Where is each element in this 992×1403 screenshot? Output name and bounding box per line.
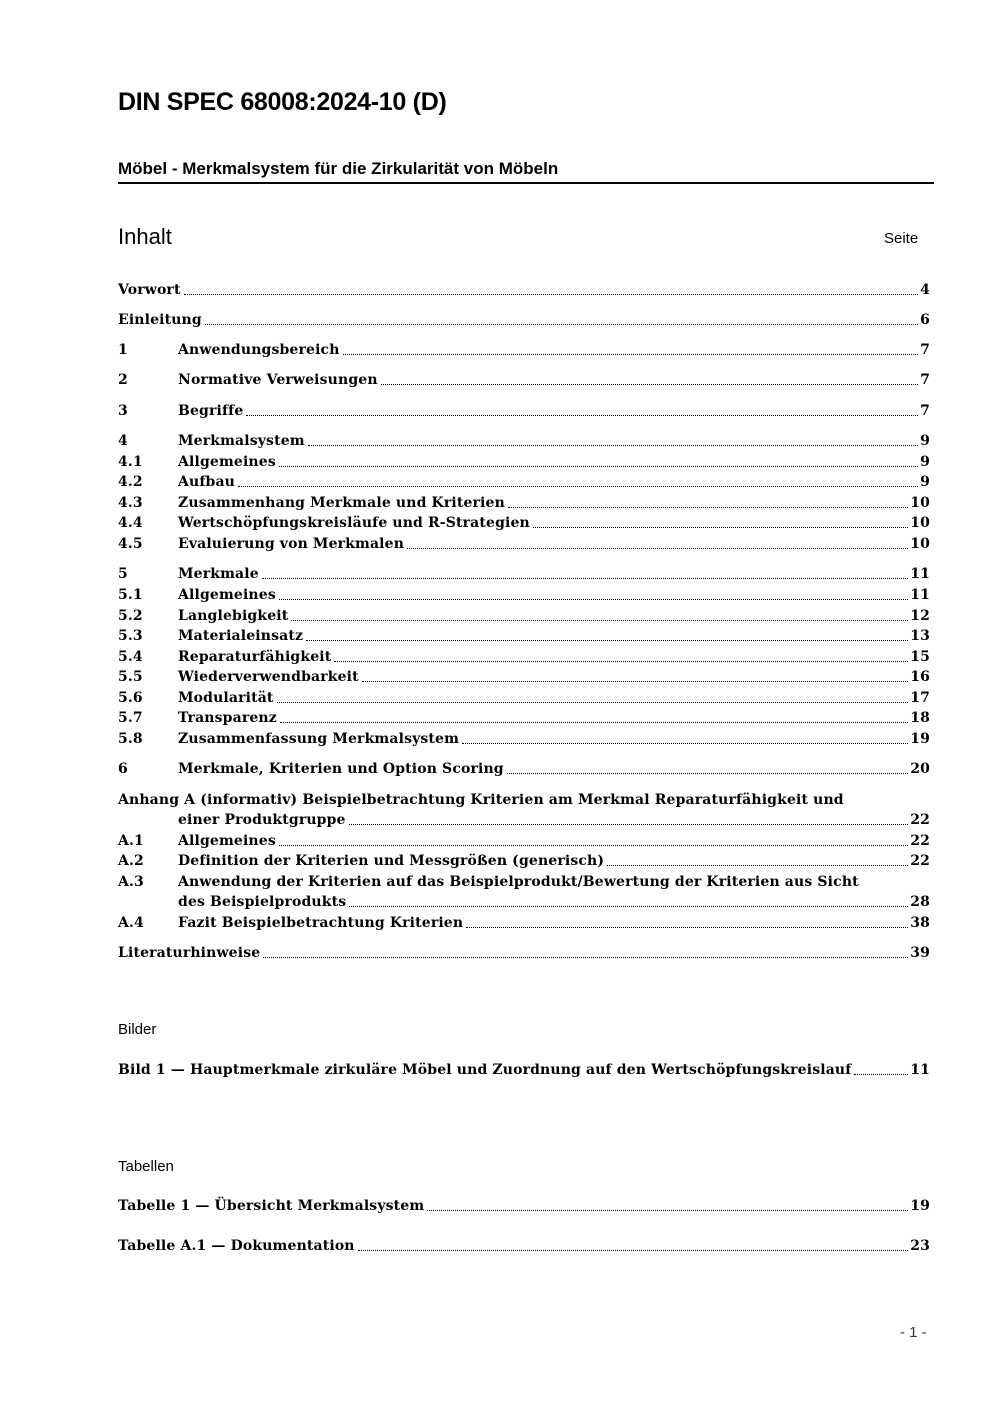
toc-entry-label: Anwendung der Kriterien auf das Beispielprodukt/Bewertung der Kriterien aus Sicht [178,874,859,890]
toc-entry-label: Wiederverwendbarkeit [178,669,359,685]
toc-leader-dots [262,578,908,579]
toc-entry-page: 22 [910,853,930,869]
table-entry[interactable] [118,1196,930,1216]
toc-leader-dots [263,957,908,958]
toc-entry-label: Allgemeines [178,454,276,470]
toc-entry-a-2[interactable] [118,851,930,871]
table-entry-label: Tabelle 1 — Übersicht Merkmalsystem [118,1198,425,1214]
toc-entry-label: Modularität [178,690,274,706]
toc-entry-label: Merkmale [178,566,259,582]
toc-entry-page: 19 [910,731,930,747]
toc-entry-4-5[interactable] [118,534,930,554]
toc-entry-label: einer Produktgruppe [178,812,346,828]
toc-leader-dots [607,865,908,866]
toc-entry-label: Transparenz [178,710,277,726]
toc-entry-a-3[interactable] [118,892,930,912]
toc-entry-label: Merkmale, Kriterien und Option Scoring [178,761,504,777]
toc-leader-dots [334,661,908,662]
toc-entry-5-3[interactable] [118,626,930,646]
toc-entry-page: 16 [910,669,930,685]
toc-entry-page: 28 [910,894,930,910]
toc-entry-number: 4.1 [118,454,143,470]
toc-entry-page: 10 [910,536,930,552]
toc-entry-label: Fazit Beispielbetrachtung Kriterien [178,915,464,931]
table-entry[interactable] [118,1236,930,1256]
figure-entry-label: Bild 1 — Hauptmerkmale zirkuläre Möbel und Zuordnung auf den Wertschöpfungskreislauf [118,1062,852,1078]
toc-entry-5-7[interactable] [118,708,930,728]
toc-leader-dots [507,773,908,774]
toc-entry-page: 7 [920,372,930,388]
table-entry-page: 19 [910,1198,930,1214]
toc-leader-dots [343,354,919,355]
toc-entry-label: Anwendungsbereich [178,342,340,358]
toc-leader-dots [277,702,909,703]
toc-entry-annex-a-title[interactable]: Anhang A (informativ) Beispielbetrachtung Kriterien am Merkmal Reparaturfähigkeit und [118,792,844,808]
toc-entry-number: 5.4 [118,649,143,665]
toc-entry-number: 4.4 [118,515,143,531]
toc-entry-page: 39 [910,945,930,961]
toc-entry-number: 4.2 [118,474,143,490]
toc-entry-a-3-title[interactable] [118,872,930,892]
toc-entry-number: A.4 [118,915,144,931]
toc-entry-page: 22 [910,812,930,828]
toc-entry-page: 6 [920,312,930,328]
toc-entry-number: 5.8 [118,731,143,747]
toc-entry-page: 15 [910,649,930,665]
toc-leader-dots [349,906,908,907]
toc-entry-page: 13 [910,628,930,644]
toc-entry-5-2[interactable] [118,606,930,626]
toc-entry-page: 11 [910,587,930,603]
toc-entry-number: 5.1 [118,587,143,603]
toc-entry-page: 11 [910,566,930,582]
toc-entry-number: 2 [118,372,128,388]
toc-entry-2[interactable] [118,370,930,390]
toc-entry-page: 7 [920,403,930,419]
toc-leader-dots [184,294,919,295]
toc-leader-dots [362,681,908,682]
toc-entry-4[interactable] [118,431,930,451]
toc-entry-4-3[interactable] [118,493,930,513]
toc-entry-6[interactable] [118,759,930,779]
toc-entry-page: 18 [910,710,930,726]
toc-entry-number: 1 [118,342,128,358]
toc-leader-dots [238,486,918,487]
toc-entry-einleitung[interactable] [118,310,930,330]
toc-entry-label: Allgemeines [178,833,276,849]
figure-entry[interactable] [118,1060,930,1080]
toc-entry-label: Langlebigkeit [178,608,289,624]
toc-entry-label: Begriffe [178,403,244,419]
subtitle-divider [118,182,934,184]
toc-leader-dots [306,640,908,641]
toc-entry-label: Materialeinsatz [178,628,304,644]
toc-entry-a-1[interactable] [118,831,930,851]
toc-leader-dots [279,845,908,846]
toc-entry-number: 5.6 [118,690,143,706]
toc-leader-dots [854,1074,908,1075]
page-column-label: Seite [884,230,919,247]
toc-entry-page: 38 [910,915,930,931]
toc-entry-label: Reparaturfähigkeit [178,649,332,665]
document-subtitle: Möbel - Merkmalsystem für die Zirkularität von Möbeln [118,159,559,178]
toc-entry-number: 6 [118,761,128,777]
toc-entry-literaturhinweise[interactable] [118,943,930,963]
toc-leader-dots [246,415,918,416]
toc-leader-dots [381,384,918,385]
toc-entry-label: Zusammenfassung Merkmalsystem [178,731,460,747]
toc-leader-dots [291,620,908,621]
toc-entry-number: 4 [118,433,128,449]
toc-leader-dots [533,527,908,528]
toc-entry-number: 5.2 [118,608,143,624]
page-number: - 1 - [900,1324,927,1341]
toc-entry-3[interactable] [118,401,930,421]
toc-leader-dots [462,743,908,744]
toc-entry-label: Definition der Kriterien und Messgrößen (generisch) [178,853,605,869]
toc-leader-dots [279,466,918,467]
toc-leader-dots [427,1210,908,1211]
toc-entry-5-4[interactable] [118,647,930,667]
toc-entry-label: Zusammenhang Merkmale und Kriterien [178,495,505,511]
document-title: DIN SPEC 68008:2024-10 (D) [118,88,447,116]
toc-entry-4-1[interactable] [118,452,930,472]
toc-entry-number: 4.5 [118,536,143,552]
figures-heading: Bilder [118,1021,157,1038]
toc-entry-label: Literaturhinweise [118,945,261,961]
toc-entry-5-5[interactable] [118,667,930,687]
toc-entry-page: 17 [910,690,930,706]
toc-entry-label: Merkmalsystem [178,433,305,449]
toc-entry-vorwort[interactable] [118,280,930,300]
toc-entry-5-1[interactable] [118,585,930,605]
toc-leader-dots [466,927,908,928]
toc-entry-page: 22 [910,833,930,849]
toc-entry-number: 5.3 [118,628,143,644]
table-entry-page: 23 [910,1238,930,1254]
toc-entry-label: Einleitung [118,312,202,328]
toc-leader-dots [508,507,908,508]
toc-entry-label: Vorwort [118,282,181,298]
toc-entry-page: 10 [910,515,930,531]
toc-entry-number: 4.3 [118,495,143,511]
toc-leader-dots [280,722,908,723]
toc-entry-5-6[interactable] [118,688,930,708]
toc-entry-page: 20 [910,761,930,777]
toc-entry-page: 9 [920,474,930,490]
toc-entry-number: 3 [118,403,128,419]
toc-heading: Inhalt [118,224,172,249]
toc-entry-a-4[interactable] [118,913,930,933]
toc-entry-4-2[interactable] [118,472,930,492]
toc-entry-5[interactable] [118,564,930,584]
toc-entry-4-4[interactable] [118,513,930,533]
toc-entry-5-8[interactable] [118,729,930,749]
toc-entry-number: 5.5 [118,669,143,685]
toc-leader-dots [407,548,908,549]
toc-entry-label: Evaluierung von Merkmalen [178,536,405,552]
toc-entry-page: 12 [910,608,930,624]
toc-entry-number: 5.7 [118,710,143,726]
toc-entry-number: 5 [118,566,128,582]
toc-leader-dots [349,824,909,825]
toc-entry-label: Allgemeines [178,587,276,603]
toc-leader-dots [358,1250,909,1251]
toc-entry-page: 9 [920,433,930,449]
toc-entry-label: Wertschöpfungskreisläufe und R-Strategien [178,515,530,531]
toc-entry-annex-a[interactable] [118,810,930,830]
toc-entry-label: des Beispielprodukts [178,894,347,910]
figure-entry-page: 11 [910,1062,930,1078]
toc-entry-page: 10 [910,495,930,511]
toc-entry-number: A.1 [118,833,144,849]
toc-entry-page: 9 [920,454,930,470]
toc-entry-1[interactable] [118,340,930,360]
toc-leader-dots [279,599,908,600]
toc-entry-number: A.2 [118,853,144,869]
table-entry-label: Tabelle A.1 — Dokumentation [118,1238,355,1254]
toc-entry-label: Aufbau [178,474,236,490]
toc-entry-label: Normative Verweisungen [178,372,378,388]
toc-entry-page: 7 [920,342,930,358]
toc-entry-page: 4 [920,282,930,298]
toc-leader-dots [308,445,918,446]
tables-heading: Tabellen [118,1158,174,1175]
toc-entry-number: A.3 [118,874,144,890]
toc-leader-dots [205,324,918,325]
